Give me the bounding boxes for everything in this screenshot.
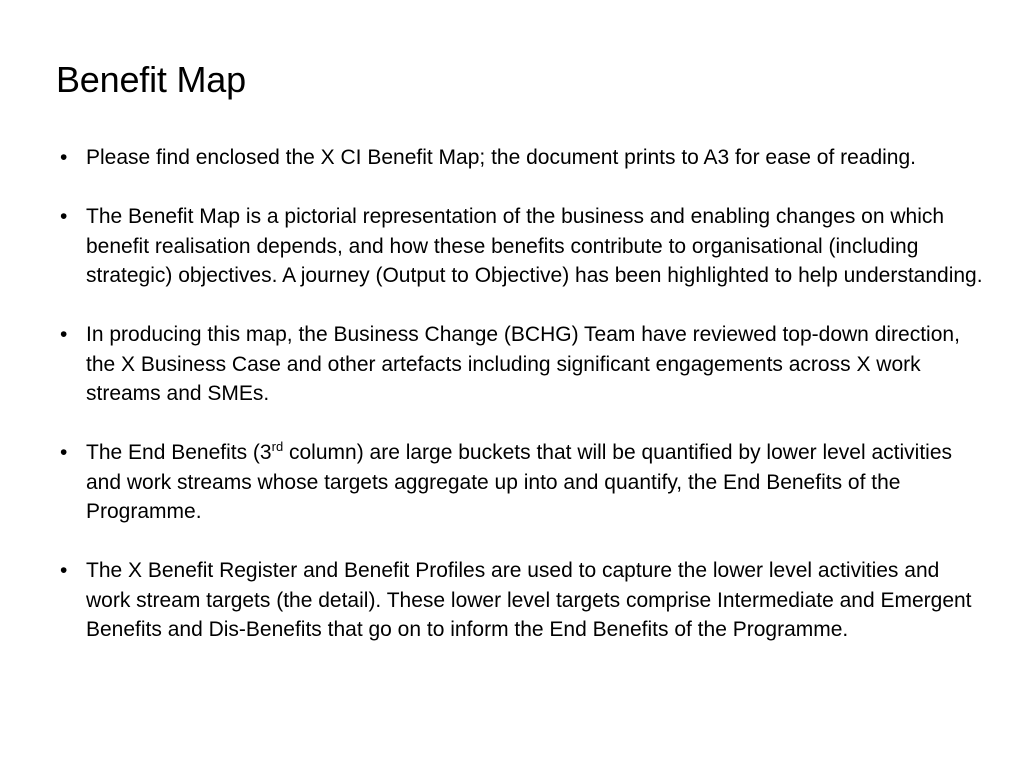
slide-title: Benefit Map bbox=[56, 59, 246, 100]
bullet-text-before: The End Benefits (3 bbox=[86, 441, 272, 464]
bullet-item-4 bbox=[56, 438, 986, 527]
bullet-item-1 bbox=[56, 143, 986, 173]
bullet-text: In producing this map, the Business Change (BCHG) Team have reviewed top-down direction, the X Business Case and other artefacts including significant engagements across X work streams and SMEs. bbox=[86, 323, 960, 405]
bullet-marker: • bbox=[60, 205, 68, 228]
bullet-item-3 bbox=[56, 320, 986, 409]
ordinal-superscript: rd bbox=[271, 439, 284, 454]
bullet-item-2 bbox=[56, 202, 986, 291]
bullet-marker: • bbox=[60, 559, 68, 582]
bullet-text: The X Benefit Register and Benefit Profiles are used to capture the lower level activities and work stream targets (the detail). These lower level targets comprise Intermediate and Emergent Benefits and Dis-Benefits that go on to inform the End Benefits of the Programme. bbox=[86, 559, 972, 641]
bullet-text: The Benefit Map is a pictorial representation of the business and enabling changes on which benefit realisation depends, and how these benefits contribute to organisational (including strategic) objectives. A journey (Output to Objective) has been highlighted to help understanding. bbox=[86, 205, 983, 287]
bullet-text bbox=[86, 438, 986, 527]
bullet-marker: • bbox=[60, 323, 68, 346]
bullet-list bbox=[56, 143, 986, 674]
bullet-text-after: column) are large buckets that will be quantified by lower level activities and work streams whose targets aggregate up into and quantify, the End Benefits of the Programme. bbox=[86, 441, 952, 523]
bullet-item-5 bbox=[56, 556, 986, 645]
bullet-marker: • bbox=[60, 441, 68, 464]
bullet-marker: • bbox=[60, 146, 68, 169]
bullet-text: Please find enclosed the X CI Benefit Map; the document prints to A3 for ease of reading. bbox=[86, 146, 917, 169]
